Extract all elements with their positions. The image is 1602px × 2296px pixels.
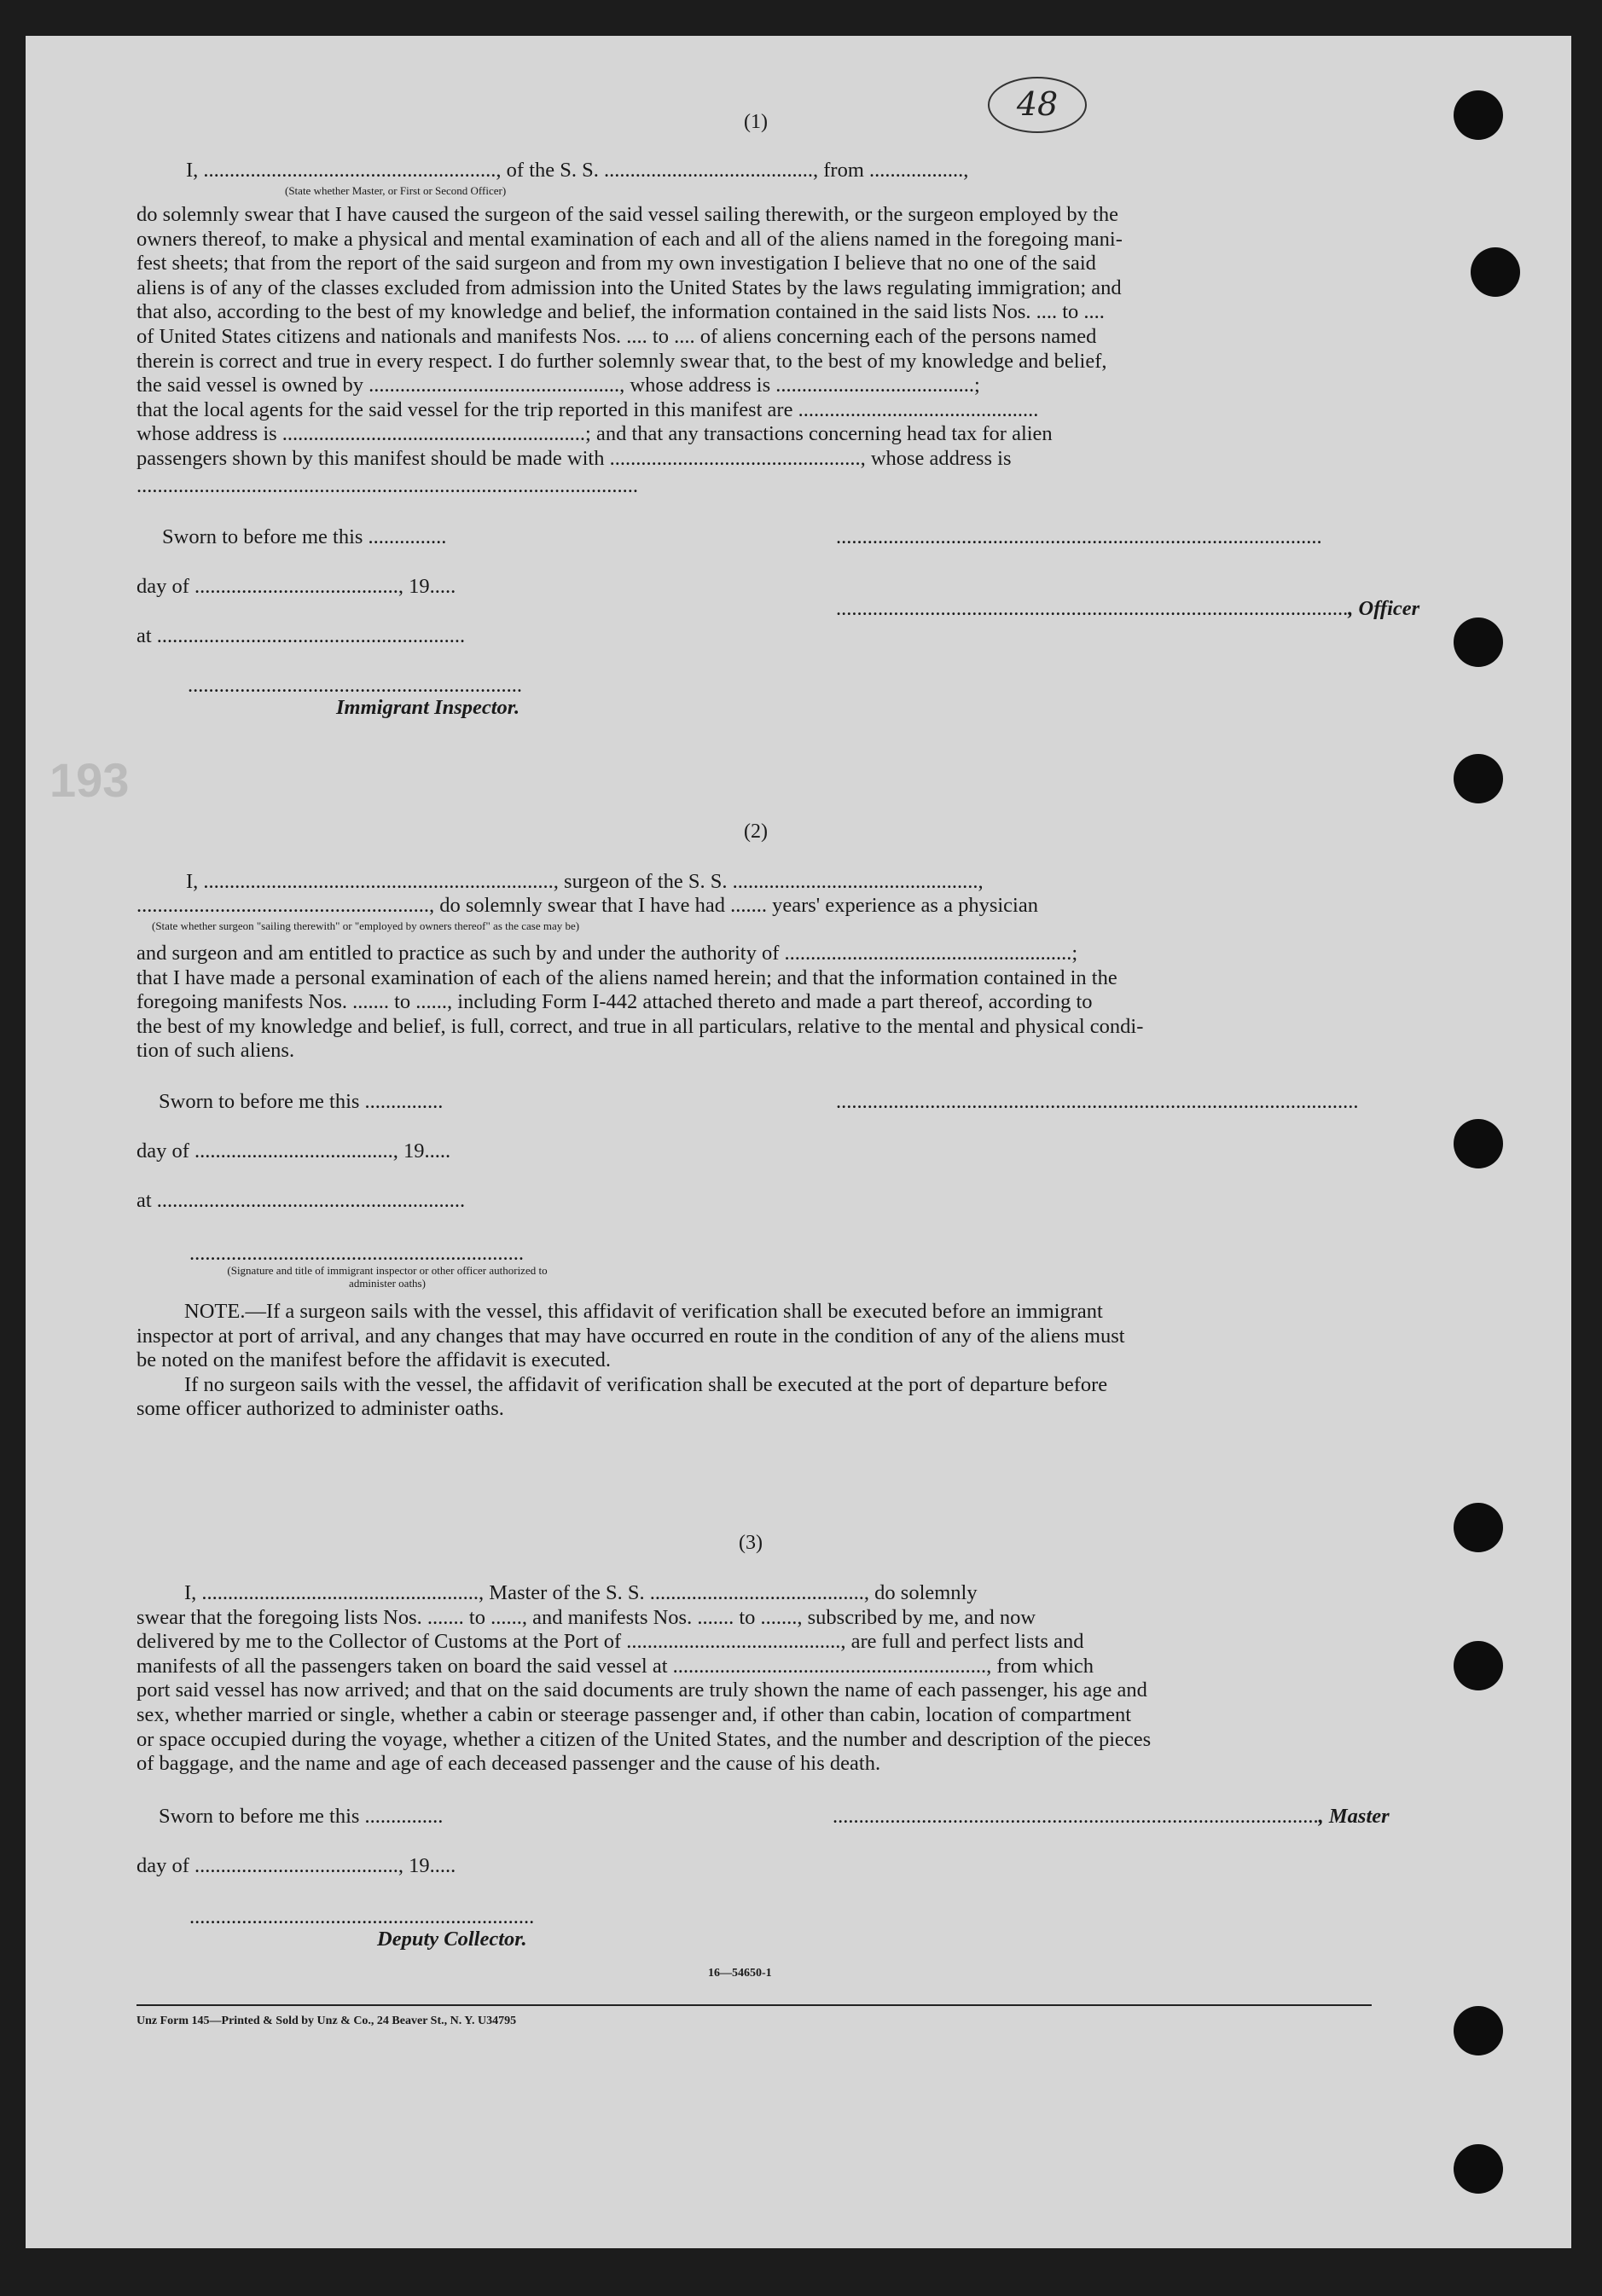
footer-rule bbox=[136, 2004, 1372, 2006]
oath-line: aliens is of any of the classes excluded from admission into the United States by the laws regulating immigration; and bbox=[136, 275, 1122, 299]
printer-imprint: Unz Form 145—Printed & Sold by Unz & Co., 24 Beaver St., N. Y. U34795 bbox=[136, 2015, 517, 2027]
note-line: be noted on the manifest before the affidavit is executed. bbox=[136, 1348, 612, 1372]
section-2-signature-dots: ................................................................ bbox=[189, 1242, 524, 1265]
oath-line: port said vessel has now arrived; and that on the said documents are truly shown the name of each passenger, his age and bbox=[136, 1679, 1147, 1702]
oath-line: or space occupied during the voyage, whether a citizen of the United States, and the number and description of the pieces bbox=[136, 1727, 1152, 1751]
oath-line: whose address is ..........................................................; and that any transactions concerning head tax for alien bbox=[136, 422, 1053, 446]
oath-line: that I have made a personal examination of each of the aliens named herein; and that the information contained in the bbox=[136, 965, 1117, 989]
section-2-line-1: I, ..................................................................., surgeon of the S. S. ..............................................., bbox=[186, 870, 984, 893]
section-1-sworn-label: Sworn to before me this ............... bbox=[162, 525, 447, 548]
oath-line: I, ....................................................., Master of the S. S. ........................................., do solemnly bbox=[184, 1581, 978, 1604]
oath-line: delivered by me to the Collector of Customs at the Port of ........................................., are full and perfect lists and bbox=[136, 1630, 1084, 1654]
oath-line: fest sheets; that from the report of the said surgeon and from my own investigation I believe that no one of the said bbox=[136, 252, 1096, 275]
oath-line: and surgeon and am entitled to practice as such by and under the authority of .......................................................; bbox=[136, 942, 1078, 965]
section-2-oath-text bbox=[136, 942, 1375, 1064]
oath-line: of United States citizens and nationals and manifests Nos. .... to .... of aliens concerning each of the persons named bbox=[136, 324, 1097, 348]
section-3-day-line: day of ......................................., 19..... bbox=[136, 1854, 456, 1877]
oath-line: that also, according to the best of my knowledge and belief, the information contained in the said lists Nos. .... to .... bbox=[136, 300, 1105, 324]
section-2-note bbox=[136, 1300, 1375, 1422]
section-1-oath-text bbox=[136, 203, 1375, 472]
oath-line: that the local agents for the said vessel for the trip reported in this manifest are .............................................. bbox=[136, 397, 1039, 421]
section-1-day-line: day of ......................................., 19..... bbox=[136, 575, 456, 598]
handwritten-page-number: 48 bbox=[988, 77, 1087, 133]
note-line: inspector at port of arrival, and any changes that may have occurred en route in the condition of any of the aliens must bbox=[136, 1324, 1125, 1348]
oath-line: passengers shown by this manifest should be made with ................................................, whose address is bbox=[136, 446, 1012, 470]
faint-stamp-number: 193 bbox=[49, 753, 130, 807]
section-2-line-2: ........................................................, do solemnly swear that I have had ....... years' experience as a physician bbox=[136, 894, 1038, 917]
note-line: some officer authorized to administer oaths. bbox=[136, 1397, 504, 1421]
oath-line: foregoing manifests Nos. ....... to ......, including Form I-442 attached thereto and made a part thereof, according to bbox=[136, 990, 1093, 1014]
section-3-master-line bbox=[833, 1805, 1390, 1829]
section-2-number: (2) bbox=[744, 820, 768, 843]
note-line: NOTE.—If a surgeon sails with the vessel, this affidavit of verification shall be executed before an immigrant bbox=[184, 1300, 1103, 1323]
section-1-opening-line: I, ........................................................, of the S. S. ........................................, from .................., bbox=[186, 159, 969, 182]
binder-hole bbox=[1454, 2144, 1503, 2194]
section-1-inspector-dots: ................................................................ bbox=[188, 674, 522, 697]
master-label: , Master bbox=[1318, 1805, 1390, 1828]
immigrant-inspector-label: Immigrant Inspector. bbox=[336, 696, 520, 719]
note-line: If no surgeon sails with the vessel, the affidavit of verification shall be executed at the port of departure before bbox=[184, 1372, 1108, 1396]
section-2-day-line: day of ......................................, 19..... bbox=[136, 1139, 451, 1162]
binder-hole bbox=[1454, 1503, 1503, 1552]
section-3-number: (3) bbox=[739, 1532, 763, 1554]
section-1-sworn-signature-line: ............................................................................................. bbox=[836, 525, 1322, 548]
section-2-sworn-label: Sworn to before me this ............... bbox=[159, 1090, 444, 1113]
section-3-sworn-label: Sworn to before me this ............... bbox=[159, 1805, 444, 1828]
binder-hole bbox=[1471, 247, 1520, 297]
oath-line: owners thereof, to make a physical and mental examination of each and all of the aliens named in the foregoing mani- bbox=[136, 227, 1123, 251]
deputy-collector-label: Deputy Collector. bbox=[377, 1928, 527, 1951]
oath-line: tion of such aliens. bbox=[136, 1039, 295, 1063]
binder-hole bbox=[1454, 90, 1503, 140]
binder-hole bbox=[1454, 1641, 1503, 1690]
section-1-trailing-dots: ................................................................................................ bbox=[136, 474, 638, 497]
section-1-officer-line bbox=[836, 597, 1419, 621]
inspector-signature-caption: (Signature and title of immigrant inspector or other officer authorized to administer oaths) bbox=[227, 1264, 548, 1290]
oath-line: of baggage, and the name and age of each deceased passenger and the cause of his death. bbox=[136, 1752, 881, 1776]
binder-hole bbox=[1454, 2006, 1503, 2055]
officer-dots: .................................................................................................. bbox=[836, 597, 1349, 620]
oath-line: swear that the foregoing lists Nos. ....... to ......, and manifests Nos. ....... to ......., subscribed by me, and now bbox=[136, 1605, 1036, 1629]
oath-line: the said vessel is owned by ................................................, whose address is ......................................; bbox=[136, 374, 980, 397]
binder-hole bbox=[1454, 1119, 1503, 1168]
oath-line: do solemnly swear that I have caused the surgeon of the said vessel sailing therewith, or the surgeon employed by the bbox=[136, 203, 1118, 226]
binder-hole bbox=[1454, 617, 1503, 667]
master-dots: ............................................................................................. bbox=[833, 1805, 1319, 1828]
oath-line: manifests of all the passengers taken on board the said vessel at ............................................................, from which bbox=[136, 1654, 1094, 1678]
officer-label: , Officer bbox=[1348, 597, 1420, 620]
oath-line: sex, whether married or single, whether a cabin or steerage passenger and, if other than cabin, location of compartment bbox=[136, 1702, 1132, 1726]
section-3-oath-text bbox=[136, 1581, 1375, 1777]
binder-hole bbox=[1454, 754, 1503, 803]
oath-line: the best of my knowledge and belief, is full, correct, and true in all particulars, relative to the mental and physical condi- bbox=[136, 1014, 1144, 1038]
section-2-sworn-signature-line: .................................................................................................... bbox=[836, 1090, 1359, 1113]
oath-line: therein is correct and true in every respect. I do further solemnly swear that, to the best of my knowledge and belief, bbox=[136, 349, 1107, 373]
section-1-number: (1) bbox=[744, 111, 768, 133]
form-code: 16—54650-1 bbox=[708, 1967, 772, 1980]
surgeon-type-caption: (State whether surgeon "sailing therewith" or "employed by owners thereof" as the case may be) bbox=[152, 919, 580, 932]
section-2-at-line: at ........................................................... bbox=[136, 1189, 466, 1212]
section-1-at-line: at ........................................................... bbox=[136, 624, 466, 647]
section-3-collector-dots: .................................................................. bbox=[189, 1905, 535, 1928]
officer-rank-caption: (State whether Master, or First or Second Officer) bbox=[285, 184, 507, 197]
